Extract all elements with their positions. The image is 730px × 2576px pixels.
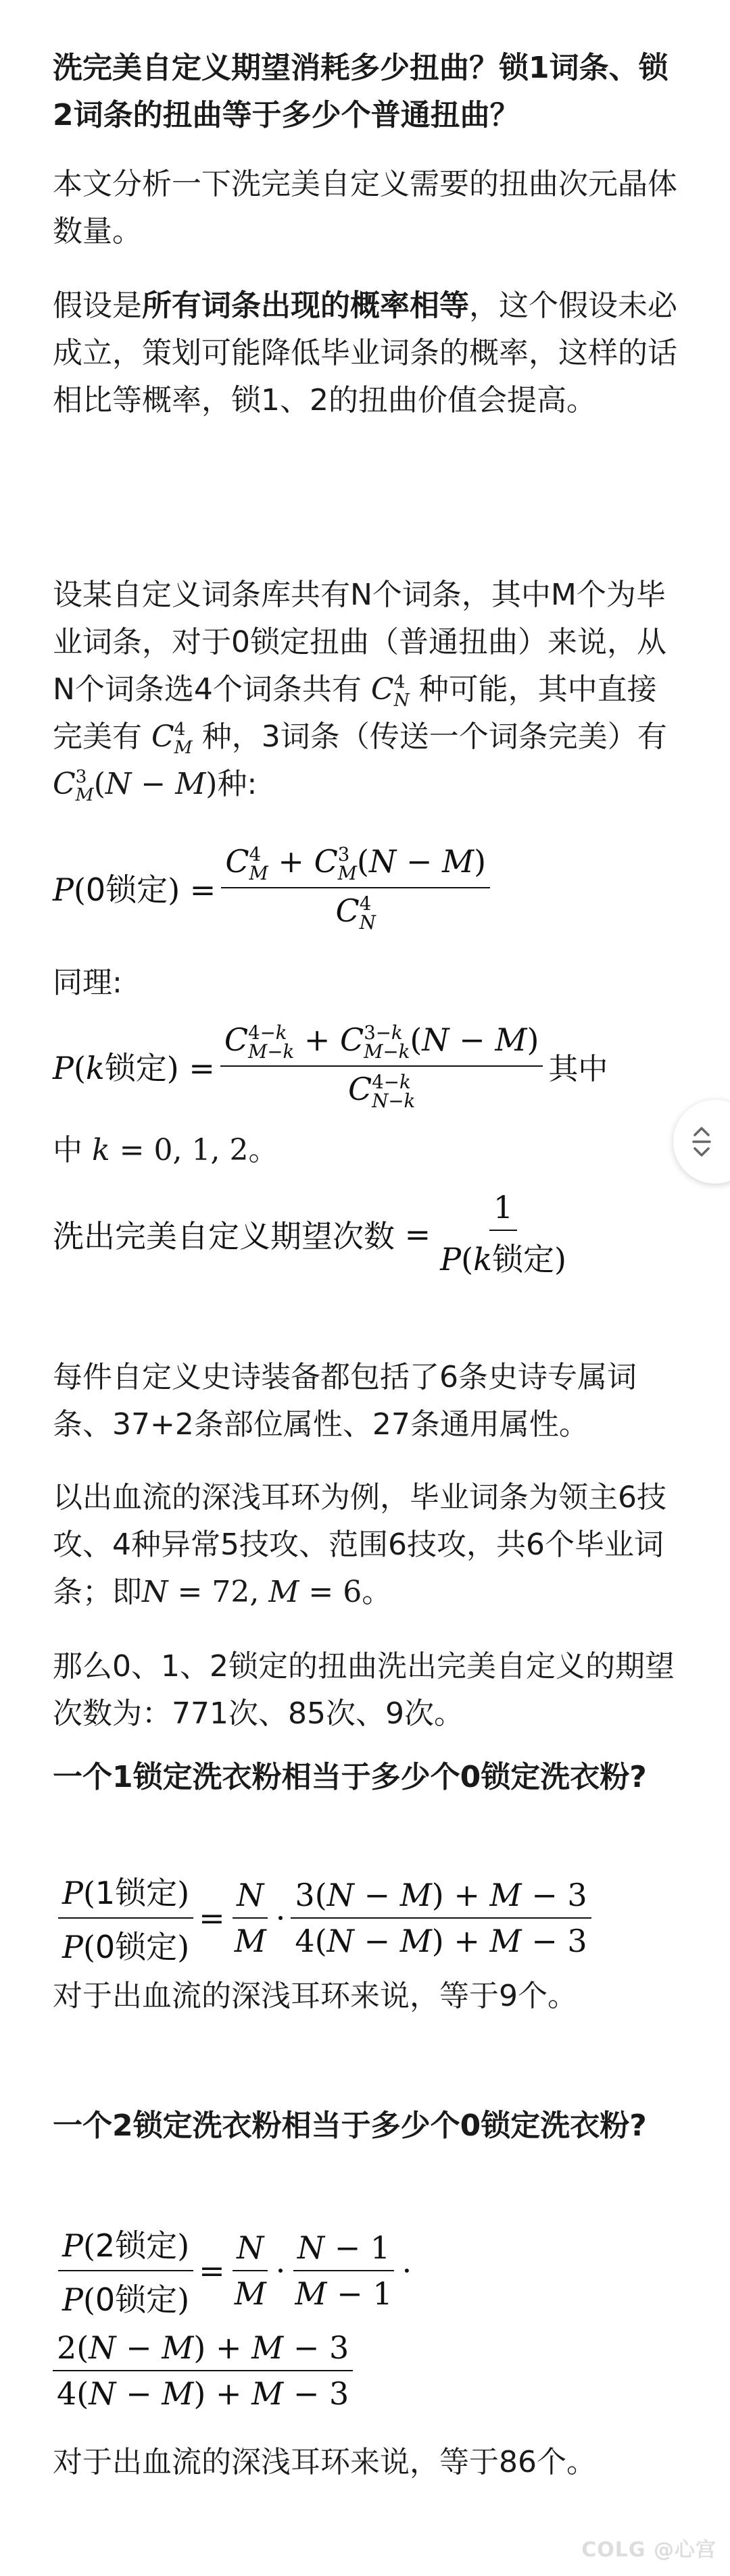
setup-paragraph: 设某自定义词条库共有N个词条，其中M个为毕业词条，对于0锁定扭曲（普通扭曲）来说，从N个词条选4个词条共有 C 4 N 种可能，其中直接完美有 C 4 M 种，3词条（传送一个词条完美）有 C 3 M (N − M)种: [53, 578, 667, 805]
k-values: k = 0, 1, 2 [92, 1133, 249, 1167]
example-paragraph: 以出血流的深浅耳环为例，毕业词条为领主6技攻、4种异常5技攻、范围6技攻，共6个毕业词条；即N = 72, M = 6。 [53, 1480, 666, 1609]
formula-ratio-lock1: $\frac{\text{P(1锁定)}}{\text{P(0锁定)}}$ = $\frac{N}{M}$ · $\frac{3(N - M) + M - 3}{4(N - M) + M - 3}$ [53, 1869, 597, 1967]
result-paragraph: 那么0、1、2锁定的扭曲洗出完美自定义的期望次数为：771次、85次、9次。 [53, 1649, 675, 1731]
heading-lock1: 一个1锁定洗衣粉相当于多少个0锁定洗衣粉? [53, 1760, 647, 1794]
formula-expectation: 洗出完美自定义期望次数 = $\frac{1}{\text{P(k锁定)}}$ [53, 1189, 566, 1278]
watermark: COLG @心宫 [581, 2538, 716, 2562]
inline-math-cm3: C 3 M (N − M) [53, 766, 218, 805]
conclusion-lock1: 对于出血流的深浅耳环来说，等于9个。 [53, 1979, 577, 2013]
assumption-emphasis: 所有词条出现的概率相等 [142, 288, 469, 323]
intro-paragraph: 本文分析一下洗完美自定义需要的扭曲次元晶体数量。 [53, 167, 677, 249]
assumption-paragraph: 假设是所有词条出现的概率相等，这个假设未必成立，策划可能降低毕业词条的概率，这样的话相比等概率，锁1、2的扭曲价值会提高。 [53, 288, 677, 418]
formula-pk: P(k锁定) = C 4−k M−k + C 3−k M−k (N − M) C 4−k N−k 其中 [53, 1021, 608, 1112]
formula-ratio-lock2: $\frac{\text{P(2锁定)}}{\text{P(0锁定)}}$ = $\frac{N}{M}$ · $\frac{N - 1}{M - 1}$ · [53, 2221, 412, 2320]
nm-values: N = 72, M = 6 [142, 1575, 362, 1609]
formula-p0: P(0锁定) = C 4 M + C 3 M (N − M) C 4 N [53, 843, 495, 932]
likewise-text: 同理: [53, 965, 122, 1000]
expand-collapse-button[interactable] [673, 1100, 730, 1184]
formula-ratio-lock2-cont: $\frac{2(N - M) + M - 3}{4(N - M) + M - 3}$ [53, 2329, 358, 2412]
heading-lock2: 一个2锁定洗衣粉相当于多少个0锁定洗衣粉? [53, 2108, 647, 2143]
expand-collapse-icon [689, 1124, 714, 1159]
k-values-line: 中 k = 0, 1, 2。 [53, 1133, 278, 1167]
inline-math-cm4: C 4 M [151, 719, 193, 758]
conclusion-lock2: 对于出血流的深浅耳环来说，等于86个。 [53, 2445, 596, 2479]
article-title: 洗完美自定义期望消耗多少扭曲？锁1词条、锁2词条的扭曲等于多少个普通扭曲？ [53, 51, 668, 132]
equipment-paragraph: 每件自定义史诗装备都包括了6条史诗专属词条、37+2条部位属性、27条通用属性。 [53, 1360, 637, 1442]
inline-math-cn4: C 4 N [370, 672, 410, 711]
